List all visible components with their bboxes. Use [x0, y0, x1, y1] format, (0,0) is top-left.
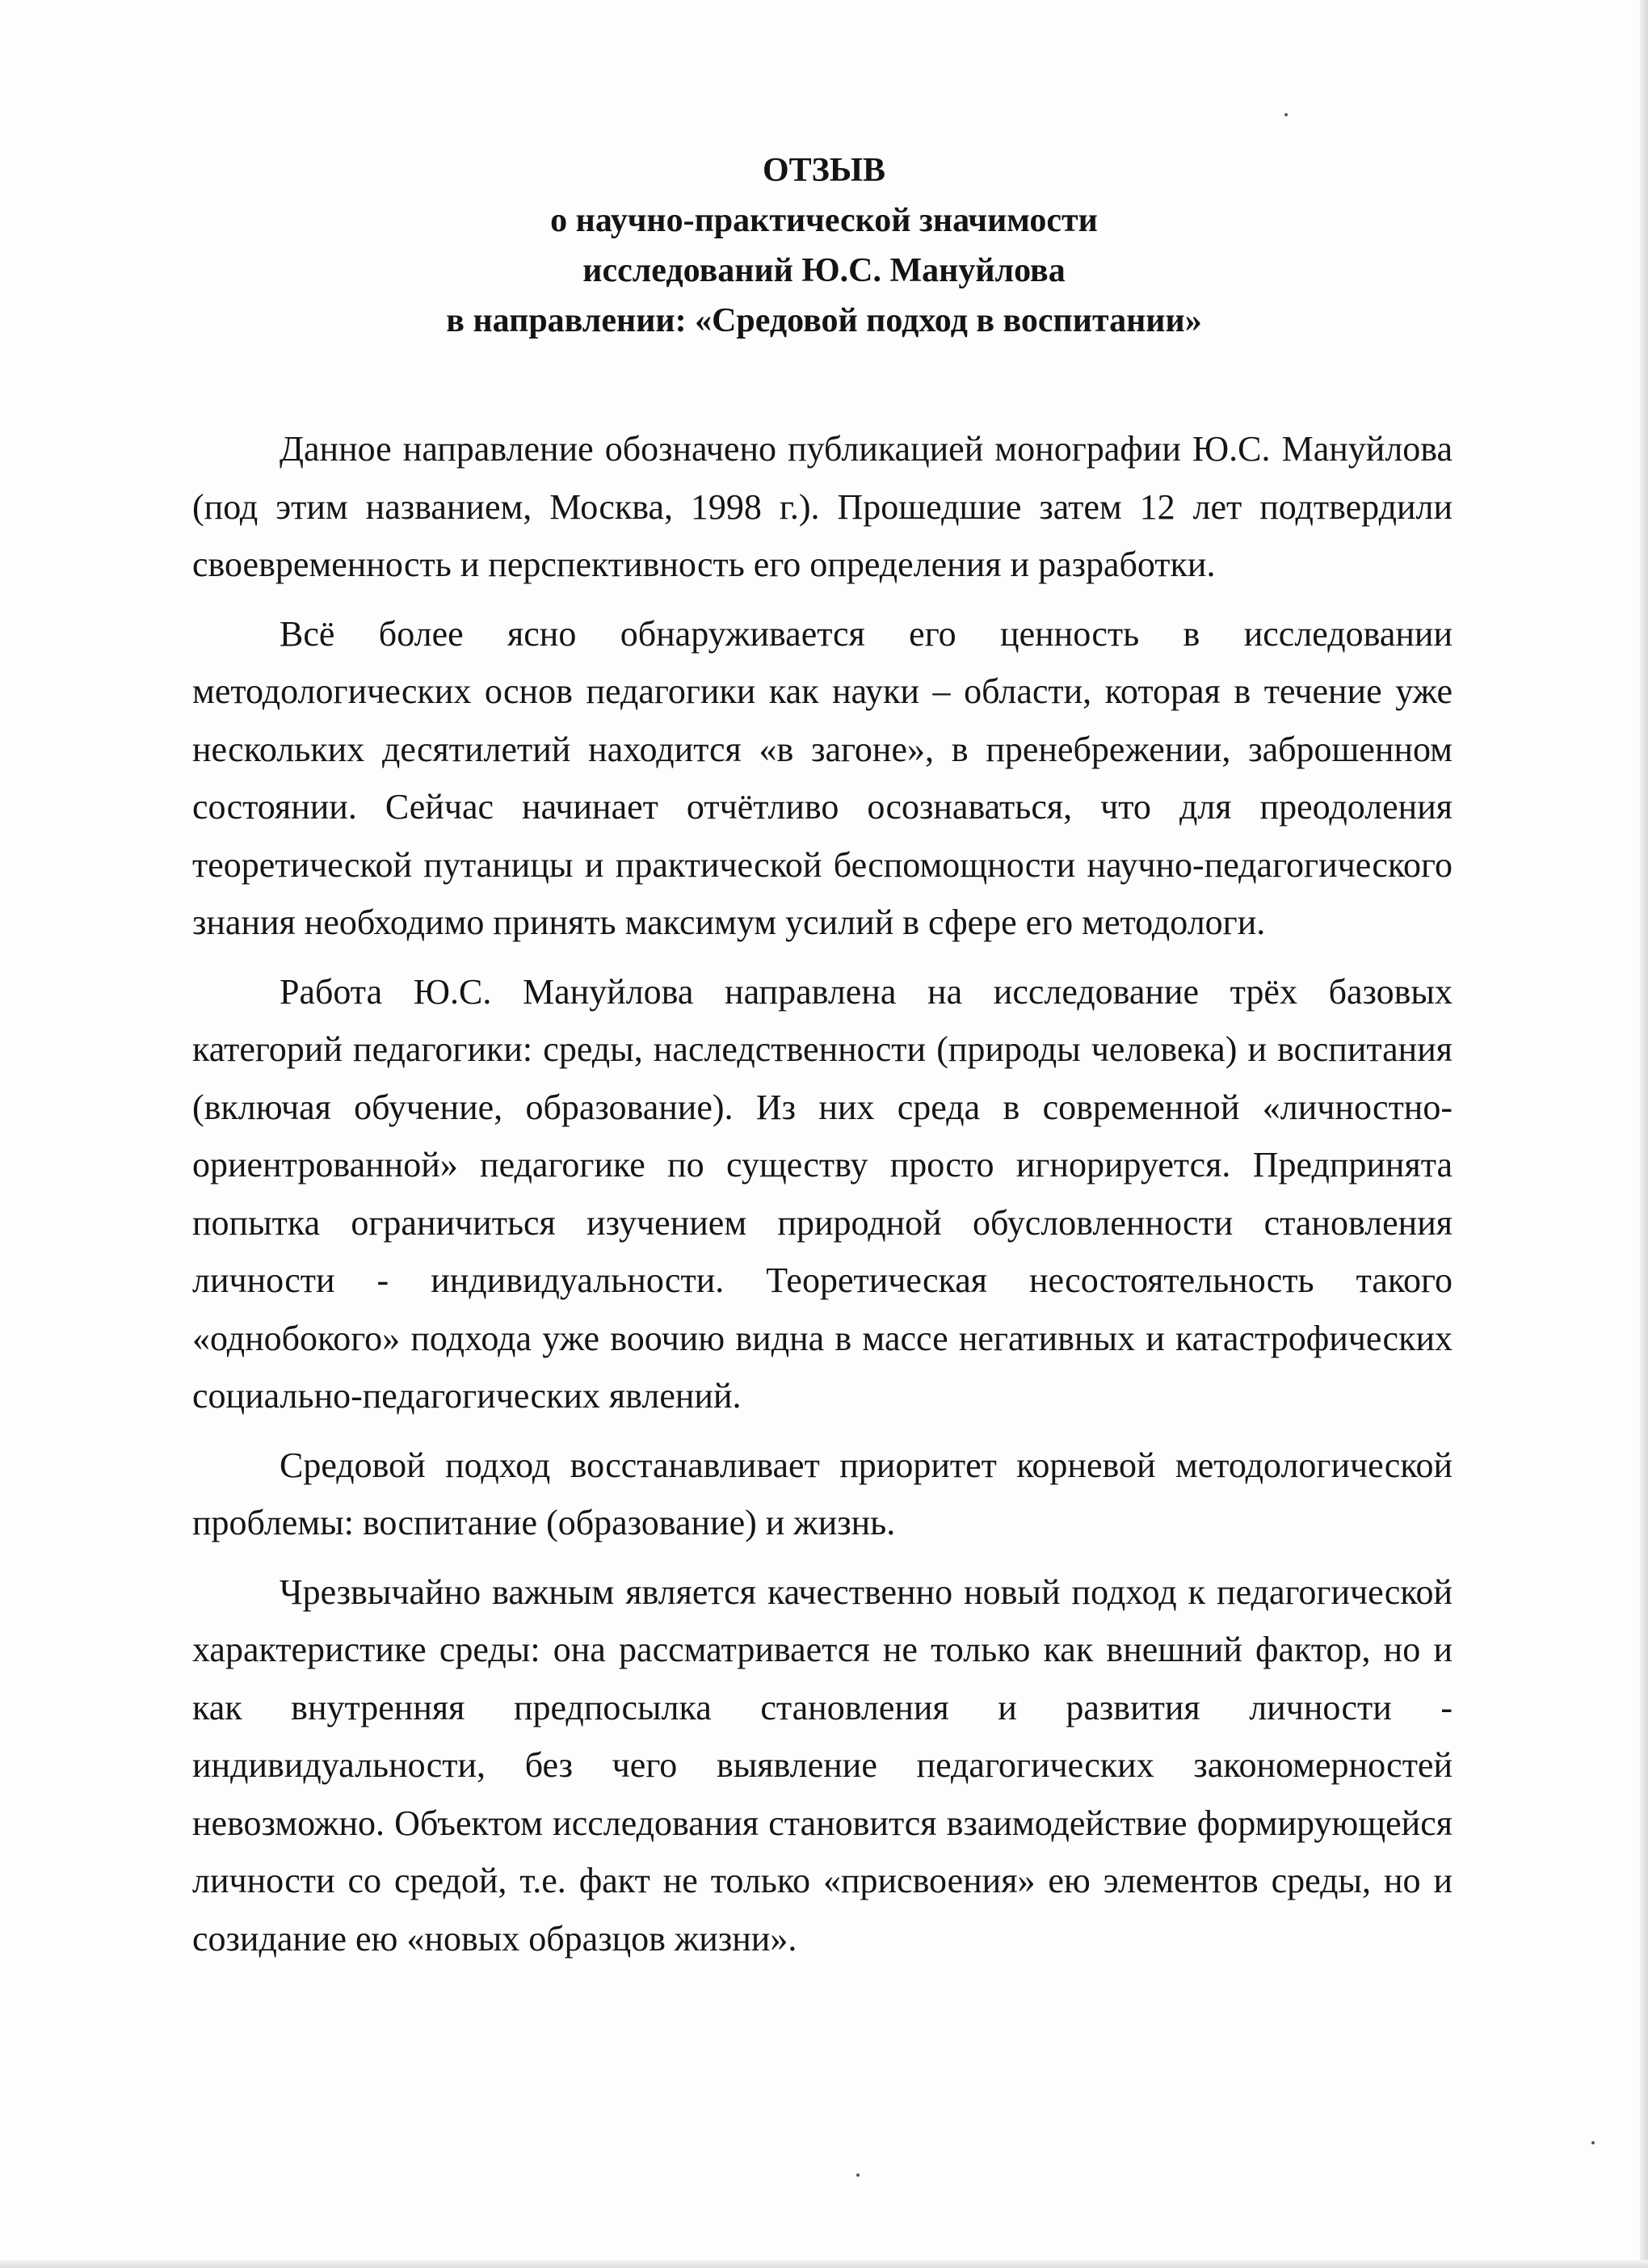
scan-speck — [856, 2173, 860, 2177]
header-subtitle-1: о научно-практической значимости — [550, 202, 1098, 239]
header-subtitle-3: в направлении: «Средовой подход в воспитании» — [446, 302, 1202, 339]
paragraph-4: Средовой подход восстанавливает приоритет корневой методологической проблемы: воспитание (образование) и жизнь. — [192, 1445, 1453, 1542]
scan-speck — [1284, 113, 1288, 116]
document-body — [192, 420, 1453, 1979]
paragraph-1: Данное направление обозначено публикацией монографии Ю.С. Мануйлова (под этим названием, Москва, 1998 г.). Прошедшие затем 12 лет подтвердили своевременность и перспективность его определения и разработки. — [192, 429, 1453, 584]
document-header — [0, 145, 1648, 346]
paragraph-3: Работа Ю.С. Мануйлова направлена на исследование трёх базовых категорий педагогики: среды, наследственности (природы человека) и воспитания (включая обучение, образование). Из них среда в современной «личностно-ориентрованной» педагогике по существу просто игнорируется. Предпринята попытка ограничиться изучением природной обусловленности становления личности - индивидуальности. Теоретическая несостоятельность такого «однобокого» подхода уже воочию видна в массе негативных и катастрофических социально-педагогических явлений. — [192, 971, 1453, 1416]
header-title: ОТЗЫВ — [762, 152, 886, 189]
paragraph-2: Всё более ясно обнаруживается его ценность в исследовании методологических основ педагогики как науки – области, которая в течение уже нескольких десятилетий находится «в загоне», в пренебрежении, заброшенном состоянии. Сейчас начинает отчётливо осознаваться, что для преодоления теоретической путаницы и практической беспомощности научно-педагогического знания необходимо принять максимум усилий в сфере его методологи. — [192, 613, 1453, 942]
scan-speck — [1591, 2141, 1595, 2144]
header-subtitle-2: исследований Ю.С. Мануйлова — [582, 252, 1066, 289]
page-bottom-edge — [0, 2260, 1648, 2268]
paragraph-5: Чрезвычайно важным является качественно новый подход к педагогической характеристике среды: она рассматривается не только как внешний фактор, но и как внутренняя предпосылка становления и развития личности - индивидуальности, без чего выявление педагогических закономерностей невозможно. Объектом исследования становится взаимодействие формирующейся личности со средой, т.е. факт не только «присвоения» ею элементов среды, но и созидание ею «новых образцов жизни». — [192, 1572, 1453, 1959]
